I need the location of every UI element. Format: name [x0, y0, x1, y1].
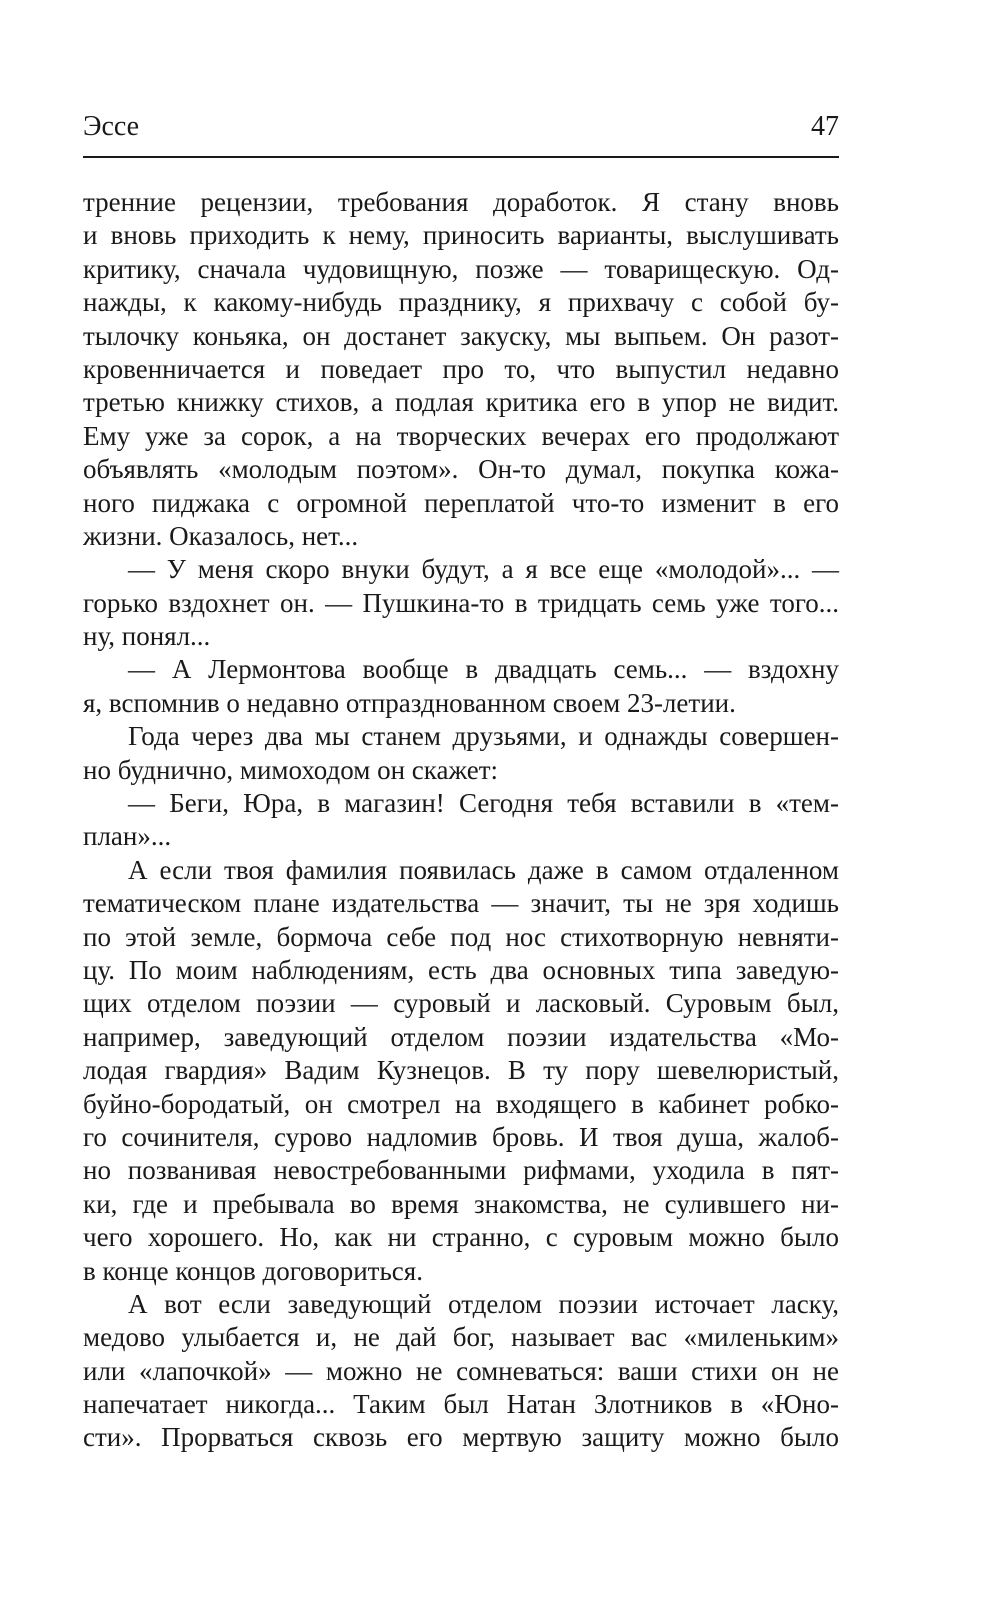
text-line: буйно-бородатый, он смотрел на входящего в кабинет робко-	[83, 1088, 839, 1119]
text-line: — У меня скоро внуки будут, а я все еще «молодой»... —	[128, 554, 839, 585]
text-line: тематическом плане издательства — значит, ты не зря ходишь	[83, 888, 839, 919]
text-line: чего хорошего. Но, как ни странно, с суровым можно было	[83, 1222, 839, 1253]
text-line: лодая гвардия» Вадим Кузнецов. В ту пору шевелюристый,	[83, 1055, 839, 1086]
text-line: по этой земле, бормоча себе под нос стихотворную невняти-	[83, 921, 839, 952]
text-line: щих отделом поэзии — суровый и ласковый. Суровым был,	[83, 988, 839, 1019]
text-line: го сочинителя, сурово надломив бровь. И твоя душа, жалоб-	[83, 1121, 839, 1152]
text-line: напечатает никогда... Таким был Натан Злотников в «Юно-	[83, 1389, 839, 1420]
text-line: ного пиджака с огромной переплатой что-то изменит в его	[83, 487, 839, 518]
page-number: 47	[811, 111, 839, 142]
running-head	[83, 108, 839, 158]
text-line: например, заведующий отделом поэзии издательства «Мо-	[83, 1021, 839, 1052]
text-line: но буднично, мимоходом он скажет:	[83, 754, 499, 785]
text-line: жизни. Оказалось, нет...	[83, 520, 359, 551]
text-line: А вот если заведующий отделом поэзии источает ласку,	[128, 1288, 839, 1319]
text-line: горько вздохнет он. — Пушкина-то в тридцать семь уже того...	[83, 587, 839, 618]
text-line: Ему уже за сорок, а на творческих вечерах его продолжают	[83, 420, 839, 451]
text-line: Года через два мы станем друзьями, и однажды совершен-	[128, 721, 839, 752]
text-line: кровенничается и поведает про то, что выпустил недавно	[83, 353, 839, 384]
section-title: Эссе	[83, 111, 140, 142]
text-line: сти». Прорваться сквозь его мертвую защиту можно было	[83, 1422, 839, 1453]
text-line: критику, сначала чудовищную, позже — товарищескую. Од-	[83, 253, 839, 284]
text-line: ну, понял...	[83, 621, 211, 652]
body-text	[83, 186, 839, 1455]
text-line: объявлять «молодым поэтом». Он-то думал, покупка кожа-	[83, 454, 839, 485]
text-line: тылочку коньяка, он достанет закуску, мы выпьем. Он разот-	[83, 320, 839, 351]
text-line: в конце концов договориться.	[83, 1255, 423, 1286]
text-line: медово улыбается и, не дай бог, называет вас «миленьким»	[83, 1322, 839, 1353]
text-line: — А Лермонтова вообще в двадцать семь... — вздохну	[128, 654, 839, 685]
text-line: тренние рецензии, требования доработок. Я стану вновь	[83, 187, 839, 217]
text-line: третью книжку стихов, а подлая критика его в упор не видит.	[83, 387, 839, 418]
text-line: А если твоя фамилия появилась даже в самом отдаленном	[128, 854, 839, 885]
text-line: и вновь приходить к нему, приносить варианты, выслушивать	[83, 220, 839, 251]
text-line: цу. По моим наблюдениям, есть два основных типа заведую-	[83, 954, 839, 985]
text-line: нажды, к какому-нибудь празднику, я прихвачу с собой бу-	[83, 287, 839, 318]
text-line: но позванивая невостребованными рифмами, уходила в пят-	[83, 1155, 839, 1186]
text-line: ки, где и пребывала во время знакомства, не сулившего ни-	[83, 1188, 839, 1219]
text-line: я, вспомнив о недавно отпразднованном своем 23-летии.	[83, 687, 736, 718]
text-line: план»...	[83, 821, 172, 852]
text-line: или «лапочкой» — можно не сомневаться: ваши стихи он не	[83, 1355, 839, 1386]
text-line: — Беги, Юра, в магазин! Сегодня тебя вставили в «тем-	[128, 788, 839, 819]
